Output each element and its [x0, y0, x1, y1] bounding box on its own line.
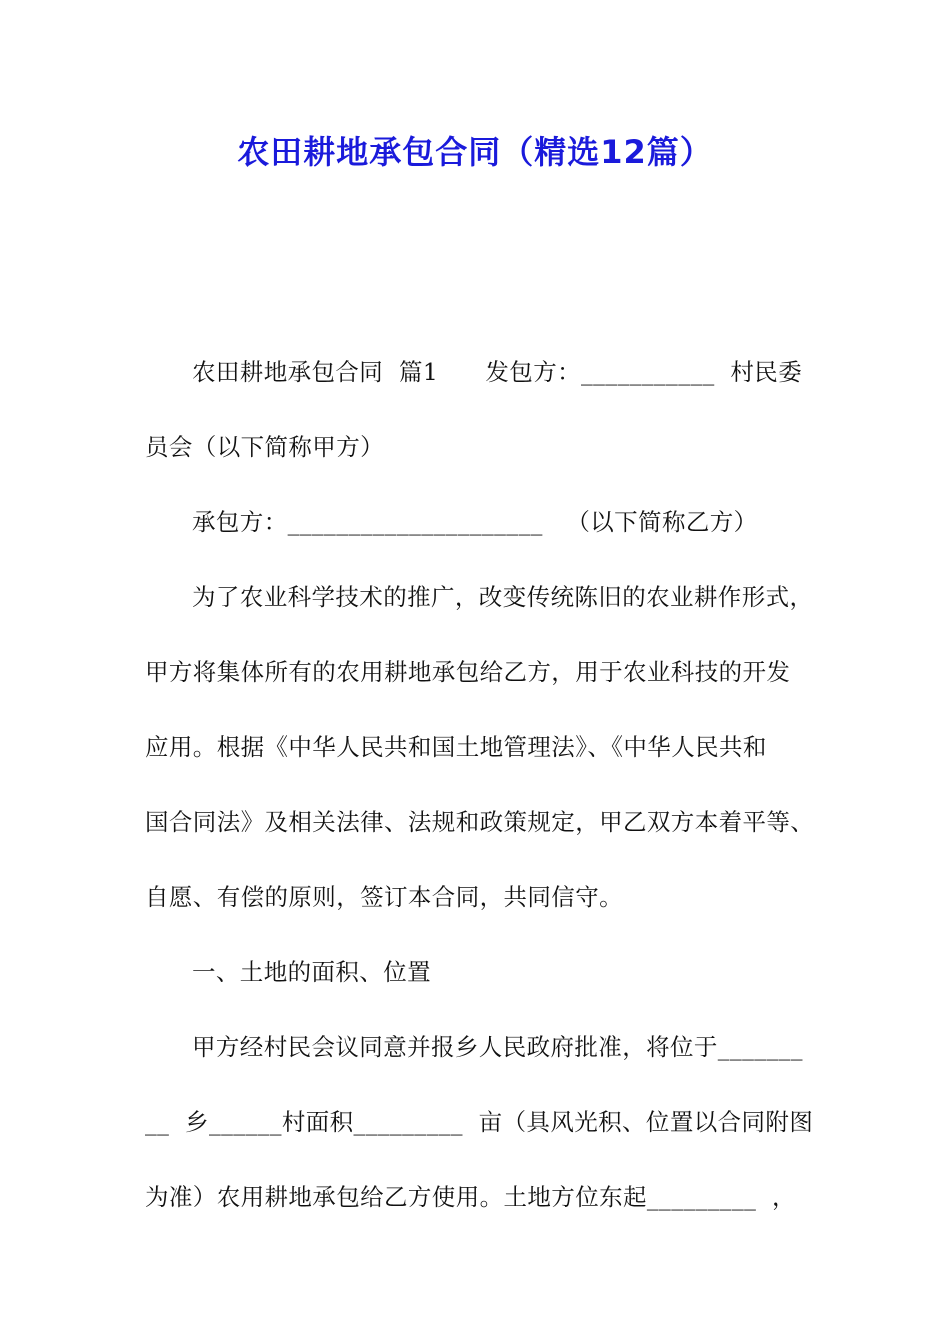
document-body: [145, 335, 815, 1235]
paragraph-line: 应用。根据《中华人民共和国土地管理法》、《中华人民共和: [145, 733, 767, 761]
document-title: 农田耕地承包合同（精选12篇）: [237, 133, 713, 171]
paragraph-line: 员会（以下简称甲方）: [145, 433, 384, 461]
paragraph-line: 承包方：_____________________ （以下简称乙方）: [192, 508, 758, 536]
paragraph-line: 为了农业科学技术的推广，改变传统陈旧的农业耕作形式，: [192, 583, 814, 611]
paragraph-line: 农田耕地承包合同 篇1 发包方：___________ 村民委: [192, 358, 803, 386]
paragraph-line: 为准）农用耕地承包给乙方使用。土地方位东起_________ ，: [145, 1183, 796, 1211]
section-heading: 一、土地的面积、位置: [192, 958, 431, 986]
paragraph-line: 甲方将集体所有的农用耕地承包给乙方，用于农业科技的开发: [145, 658, 791, 686]
paragraph-line: 自愿、有偿的原则，签订本合同，共同信守。: [145, 883, 623, 911]
paragraph-line: 国合同法》及相关法律、法规和政策规定，甲乙双方本着平等、: [145, 808, 815, 836]
paragraph-line: __ 乡______村面积_________ 亩（具风光积、位置以合同附图: [145, 1108, 814, 1136]
paragraph-line: 甲方经村民会议同意并报乡人民政府批准，将位于_______: [192, 1033, 803, 1061]
